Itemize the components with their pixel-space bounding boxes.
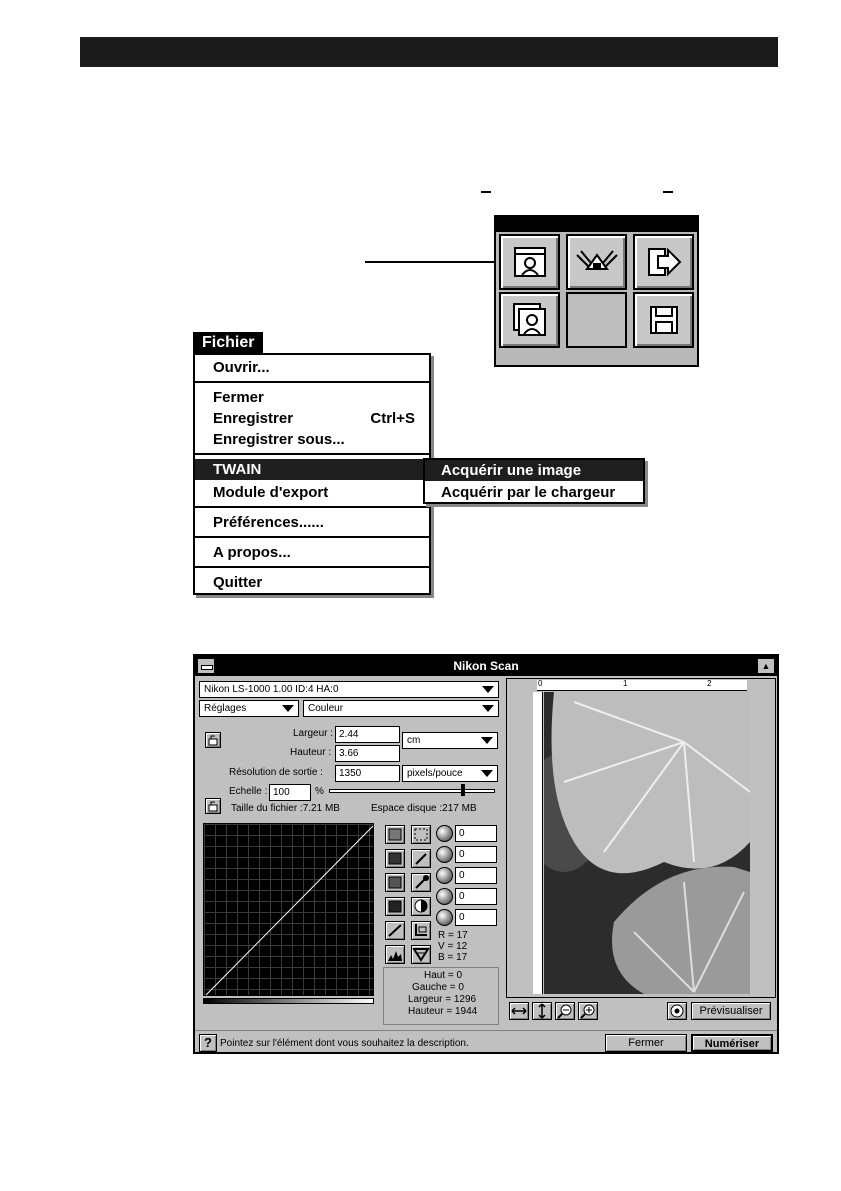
black-point-button[interactable] (411, 873, 431, 892)
close-button[interactable]: Fermer (605, 1034, 687, 1052)
brightness-field[interactable]: 0 (455, 825, 497, 842)
menu-separator (195, 536, 431, 538)
acquire-image-icon (512, 245, 548, 279)
lock-icon (206, 733, 220, 747)
scan-button[interactable]: Numériser (691, 1034, 773, 1052)
rgb-blue: B = 17 (438, 952, 468, 963)
menu-item-label: Enregistrer (213, 410, 294, 427)
menu-item-label: Fermer (213, 389, 264, 406)
curve-line (204, 824, 375, 997)
marquee-icon (412, 826, 430, 843)
pencil-icon (386, 922, 404, 939)
green-balance-icon[interactable] (436, 888, 453, 905)
scanner-button[interactable] (566, 234, 627, 290)
menu-item-label: Enregistrer sous... (213, 431, 345, 448)
export-button[interactable] (633, 234, 694, 290)
curve-tool-icon (386, 874, 404, 891)
menu-item-label: A propos... (213, 544, 291, 561)
menu-item-a-propos[interactable] (195, 542, 431, 563)
chevron-down-icon (282, 705, 294, 712)
ruler-mark-0: 0 (538, 679, 543, 688)
red-balance-icon[interactable] (436, 867, 453, 884)
resolution-field[interactable]: 1350 (335, 765, 400, 782)
marquee-button[interactable] (411, 825, 431, 844)
freehand-curve-button[interactable] (385, 921, 405, 940)
green-balance-field[interactable]: 0 (455, 888, 497, 905)
fit-height-button[interactable] (532, 1002, 552, 1020)
lock-size-button[interactable] (205, 732, 221, 748)
settings-select[interactable] (199, 700, 299, 717)
slider-thumb[interactable] (461, 784, 465, 796)
twain-submenu (423, 458, 645, 504)
blue-balance-icon[interactable] (436, 909, 453, 926)
underline-mark (663, 191, 673, 193)
height-field[interactable]: 3.66 (335, 745, 400, 762)
menu-item-label: Préférences...... (213, 514, 324, 531)
horizontal-ruler (537, 680, 747, 691)
page-header-bar (80, 37, 778, 67)
chevron-down-icon (482, 686, 494, 693)
scale-percent: % (315, 786, 324, 797)
menu-item-label: Ouvrir... (213, 359, 270, 376)
menu-item-fermer[interactable] (195, 387, 431, 408)
crop-left: Gauche = 0 (412, 982, 464, 993)
menu-separator (195, 566, 431, 568)
mode-select[interactable] (303, 700, 499, 717)
ruler-mark-2: 2 (707, 679, 712, 688)
curve-tool-3[interactable] (385, 873, 405, 892)
menu-item-enregistrer[interactable] (195, 408, 431, 429)
scale-label: Echelle : (229, 786, 268, 797)
menu-item-label: TWAIN (213, 461, 262, 478)
menu-item-module-export[interactable] (195, 482, 431, 503)
ruler-mark-1: 1 (623, 679, 628, 688)
width-field[interactable]: 2.44 (335, 726, 400, 743)
curve-tool-icon (386, 850, 404, 867)
zoom-in-button[interactable] (578, 1002, 598, 1020)
empty-slot (566, 292, 627, 348)
curve-tool-icon (386, 826, 404, 843)
fit-width-button[interactable] (509, 1002, 529, 1020)
arrow-vertical-icon (533, 1003, 551, 1019)
chevron-down-icon (481, 770, 493, 777)
contrast-icon[interactable] (436, 846, 453, 863)
histogram-icon (386, 946, 404, 963)
menu-shortcut: Ctrl+S (370, 410, 415, 427)
unit-select[interactable] (402, 732, 498, 749)
vertical-ruler (533, 692, 543, 994)
crop-info-panel (383, 967, 499, 1025)
menu-item-label: Module d'export (213, 484, 329, 501)
window-title: Nikon Scan (195, 656, 777, 676)
resolution-unit-select[interactable] (402, 765, 498, 782)
menu-item-twain[interactable] (195, 459, 431, 480)
palette-titlebar (496, 217, 697, 232)
device-select[interactable] (199, 681, 499, 698)
toolbar-palette (494, 215, 699, 367)
export-icon (646, 246, 682, 278)
width-label: Largeur : (293, 728, 334, 739)
callout-line (365, 261, 499, 263)
chevron-down-icon (482, 705, 494, 712)
eyedropper-icon (412, 874, 430, 891)
crop-button[interactable] (411, 921, 431, 940)
save-icon (648, 304, 680, 336)
acquire-batch-button[interactable] (499, 292, 560, 348)
height-label: Hauteur : (290, 747, 332, 758)
menu-fichier[interactable]: Fichier (193, 332, 263, 354)
resolution-label: Résolution de sortie : (229, 767, 323, 778)
maximize-button[interactable]: ▲ (757, 658, 775, 674)
zoom-out-button[interactable] (555, 1002, 575, 1020)
blue-balance-field[interactable]: 0 (455, 909, 497, 926)
settings-label: Réglages (204, 703, 247, 714)
disk-space: Espace disque :217 MB (371, 803, 477, 814)
menu-item-label: Acquérir une image (441, 462, 582, 479)
zoom-out-icon (556, 1003, 574, 1019)
auto-focus-button[interactable] (667, 1002, 687, 1020)
curve-tool-4[interactable] (385, 897, 405, 916)
question-icon: ? (204, 1035, 212, 1050)
gray-point-button[interactable] (411, 897, 431, 916)
gradient-bar (203, 998, 374, 1004)
scale-slider[interactable] (329, 789, 495, 793)
preview-image[interactable] (544, 692, 750, 994)
chevron-down-icon (481, 737, 493, 744)
aperture-icon (668, 1003, 686, 1019)
scanner-icon (575, 247, 619, 277)
file-size: Taille du fichier :7.21 MB (231, 803, 340, 814)
menu-separator (195, 453, 431, 455)
menu-separator (195, 506, 431, 508)
menu-item-ouvrir[interactable] (195, 357, 431, 378)
device-label: Nikon LS-1000 1.00 ID:4 HA:0 (204, 684, 339, 695)
menu-item-label: Acquérir par le chargeur (441, 484, 616, 501)
funnel-button[interactable] (411, 945, 431, 964)
unit-label: cm (407, 735, 421, 746)
system-menu-button[interactable] (197, 658, 215, 674)
tone-curve-graph[interactable] (203, 823, 374, 996)
menu-item-preferences[interactable] (195, 512, 431, 533)
contrast-field[interactable]: 0 (455, 846, 497, 863)
curve-tool-1[interactable] (385, 825, 405, 844)
nikon-scan-window (193, 654, 779, 1054)
leaf-photo (544, 692, 750, 994)
arrow-horizontal-icon (510, 1003, 528, 1019)
crop-height: Hauteur = 1944 (408, 1006, 478, 1017)
rgb-green: V = 12 (438, 941, 468, 952)
fichier-menu (193, 353, 431, 595)
curve-tool-2[interactable] (385, 849, 405, 868)
histogram-button[interactable] (385, 945, 405, 964)
underline-mark (481, 191, 491, 193)
lock-scale-button[interactable] (205, 798, 221, 814)
acquire-image-button[interactable] (499, 234, 560, 290)
lock-icon (206, 799, 220, 813)
menu-item-quitter[interactable] (195, 572, 431, 593)
crop-icon (412, 922, 430, 939)
curve-tool-icon (386, 898, 404, 915)
funnel-icon (412, 946, 430, 963)
zoom-in-icon (579, 1003, 597, 1019)
eyedropper-icon (412, 850, 430, 867)
resolution-unit-label: pixels/pouce (407, 768, 463, 779)
submenu-item-acquerir-image[interactable] (425, 460, 643, 481)
crop-top: Haut = 0 (424, 970, 463, 981)
white-point-button[interactable] (411, 849, 431, 868)
menu-item-enregistrer-sous[interactable] (195, 429, 431, 450)
red-balance-field[interactable]: 0 (455, 867, 497, 884)
preview-button[interactable]: Prévisualiser (691, 1002, 771, 1020)
help-button[interactable] (199, 1034, 217, 1052)
scale-field[interactable]: 100 (269, 784, 311, 801)
half-circle-icon (412, 898, 430, 915)
save-button[interactable] (633, 292, 694, 348)
rgb-red: R = 17 (438, 930, 468, 941)
preview-panel (506, 678, 776, 998)
status-divider (195, 1030, 777, 1031)
crop-width: Largeur = 1296 (408, 994, 477, 1005)
menu-item-label: Quitter (213, 574, 263, 591)
brightness-icon[interactable] (436, 825, 453, 842)
menu-separator (195, 381, 431, 383)
mode-label: Couleur (308, 703, 344, 714)
status-text: Pointez sur l'élément dont vous souhaitez la description. (220, 1038, 469, 1049)
acquire-batch-icon (512, 302, 548, 338)
submenu-item-acquerir-chargeur[interactable] (425, 482, 643, 503)
